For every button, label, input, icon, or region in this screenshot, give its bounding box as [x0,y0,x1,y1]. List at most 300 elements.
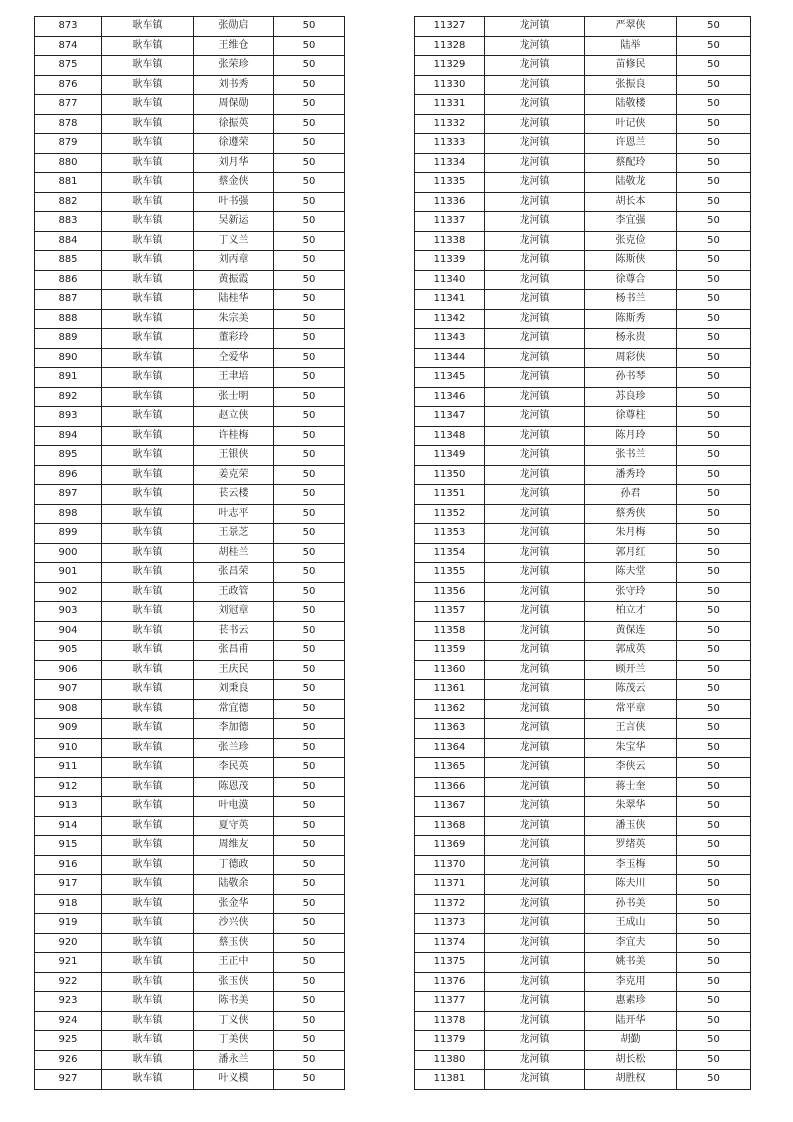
name-cell: 王政管 [194,582,274,602]
table-row [35,894,345,914]
table-row [415,114,751,134]
name-cell: 蔡玉侠 [194,933,274,953]
table-row [35,485,345,505]
table-row [415,582,751,602]
amount-cell: 50 [677,875,751,895]
table-row [415,758,751,778]
table-row [415,212,751,232]
row-number-cell: 875 [35,56,102,76]
town-cell: 龙河镇 [485,719,585,739]
town-cell: 耿车镇 [102,251,194,271]
table-row [35,836,345,856]
town-cell: 耿车镇 [102,1070,194,1090]
name-cell: 李加德 [194,719,274,739]
table-row [35,582,345,602]
name-cell: 杨永贵 [585,329,677,349]
amount-cell: 50 [677,914,751,934]
row-number-cell: 11372 [415,894,485,914]
amount-cell: 50 [677,602,751,622]
name-cell: 黄保连 [585,621,677,641]
name-cell: 常平章 [585,699,677,719]
row-number-cell: 888 [35,309,102,329]
table-row [35,1070,345,1090]
town-cell: 耿车镇 [102,1031,194,1051]
name-cell: 张勋启 [194,17,274,37]
amount-cell: 50 [677,465,751,485]
town-cell: 龙河镇 [485,56,585,76]
table-row [35,719,345,739]
amount-cell: 50 [677,1011,751,1031]
amount-cell: 50 [274,192,345,212]
amount-cell: 50 [274,602,345,622]
row-number-cell: 883 [35,212,102,232]
row-number-cell: 919 [35,914,102,934]
name-cell: 王成山 [585,914,677,934]
town-cell: 耿车镇 [102,777,194,797]
amount-cell: 50 [677,1050,751,1070]
town-cell: 耿车镇 [102,621,194,641]
right-list-body [415,17,751,1090]
name-cell: 丁美侠 [194,1031,274,1051]
town-cell: 耿车镇 [102,426,194,446]
amount-cell: 50 [677,1031,751,1051]
amount-cell: 50 [677,368,751,388]
town-cell: 龙河镇 [485,816,585,836]
name-cell: 孙书琴 [585,368,677,388]
town-cell: 耿车镇 [102,309,194,329]
amount-cell: 50 [677,621,751,641]
town-cell: 龙河镇 [485,836,585,856]
town-cell: 耿车镇 [102,855,194,875]
amount-cell: 50 [677,192,751,212]
row-number-cell: 11375 [415,953,485,973]
name-cell: 张书兰 [585,446,677,466]
town-cell: 龙河镇 [485,953,585,973]
table-row [35,855,345,875]
table-row [35,563,345,583]
table-row [415,797,751,817]
table-row [415,17,751,37]
name-cell: 蔡配玲 [585,153,677,173]
table-row [35,641,345,661]
row-number-cell: 873 [35,17,102,37]
row-number-cell: 11327 [415,17,485,37]
name-cell: 孙君 [585,485,677,505]
table-row [415,602,751,622]
town-cell: 龙河镇 [485,309,585,329]
row-number-cell: 11378 [415,1011,485,1031]
town-cell: 龙河镇 [485,758,585,778]
row-number-cell: 11369 [415,836,485,856]
name-cell: 常宜德 [194,699,274,719]
table-row [415,504,751,524]
town-cell: 耿车镇 [102,992,194,1012]
row-number-cell: 11336 [415,192,485,212]
town-cell: 耿车镇 [102,114,194,134]
row-number-cell: 879 [35,134,102,154]
town-cell: 耿车镇 [102,719,194,739]
town-cell: 耿车镇 [102,231,194,251]
table-row [35,699,345,719]
table-row [415,524,751,544]
town-cell: 耿车镇 [102,56,194,76]
table-row [35,348,345,368]
name-cell: 张金华 [194,894,274,914]
row-number-cell: 11381 [415,1070,485,1090]
table-row [35,270,345,290]
table-row [415,173,751,193]
amount-cell: 50 [274,329,345,349]
town-cell: 龙河镇 [485,17,585,37]
name-cell: 孙书美 [585,894,677,914]
amount-cell: 50 [677,641,751,661]
row-number-cell: 925 [35,1031,102,1051]
name-cell: 陆桂华 [194,290,274,310]
amount-cell: 50 [677,504,751,524]
amount-cell: 50 [677,17,751,37]
name-cell: 蔡秀侠 [585,504,677,524]
town-cell: 龙河镇 [485,75,585,95]
name-cell: 胡长本 [585,192,677,212]
table-row [415,153,751,173]
name-cell: 朱宝华 [585,738,677,758]
table-row [35,309,345,329]
row-number-cell: 878 [35,114,102,134]
table-row [35,465,345,485]
table-row [415,1050,751,1070]
row-number-cell: 917 [35,875,102,895]
name-cell: 张守玲 [585,582,677,602]
row-number-cell: 916 [35,855,102,875]
town-cell: 龙河镇 [485,914,585,934]
name-cell: 丁义兰 [194,231,274,251]
table-row [415,894,751,914]
table-row [415,465,751,485]
row-number-cell: 11366 [415,777,485,797]
name-cell: 张兰珍 [194,738,274,758]
town-cell: 耿车镇 [102,524,194,544]
row-number-cell: 899 [35,524,102,544]
amount-cell: 50 [274,17,345,37]
amount-cell: 50 [274,875,345,895]
amount-cell: 50 [274,992,345,1012]
town-cell: 耿车镇 [102,972,194,992]
name-cell: 潘秀玲 [585,465,677,485]
name-cell: 王聿培 [194,368,274,388]
amount-cell: 50 [274,1050,345,1070]
town-cell: 龙河镇 [485,192,585,212]
row-number-cell: 11333 [415,134,485,154]
amount-cell: 50 [677,407,751,427]
amount-cell: 50 [677,543,751,563]
row-number-cell: 911 [35,758,102,778]
amount-cell: 50 [274,387,345,407]
name-cell: 董彩玲 [194,329,274,349]
town-cell: 耿车镇 [102,738,194,758]
row-number-cell: 893 [35,407,102,427]
row-number-cell: 11347 [415,407,485,427]
amount-cell: 50 [677,251,751,271]
amount-cell: 50 [274,56,345,76]
table-row [415,836,751,856]
row-number-cell: 11350 [415,465,485,485]
amount-cell: 50 [274,719,345,739]
table-row [415,953,751,973]
town-cell: 龙河镇 [485,114,585,134]
table-row [415,738,751,758]
table-row [415,95,751,115]
amount-cell: 50 [274,290,345,310]
row-number-cell: 905 [35,641,102,661]
row-number-cell: 11348 [415,426,485,446]
table-row [35,329,345,349]
name-cell: 刘丙章 [194,251,274,271]
table-row [415,75,751,95]
row-number-cell: 11359 [415,641,485,661]
amount-cell: 50 [274,660,345,680]
amount-cell: 50 [274,426,345,446]
row-number-cell: 11349 [415,446,485,466]
town-cell: 龙河镇 [485,524,585,544]
row-number-cell: 11356 [415,582,485,602]
table-row [415,309,751,329]
row-number-cell: 11377 [415,992,485,1012]
town-cell: 耿车镇 [102,212,194,232]
table-row [415,134,751,154]
town-cell: 耿车镇 [102,368,194,388]
town-cell: 龙河镇 [485,348,585,368]
amount-cell: 50 [677,660,751,680]
town-cell: 耿车镇 [102,192,194,212]
town-cell: 龙河镇 [485,1031,585,1051]
name-cell: 陈夫川 [585,875,677,895]
name-cell: 叶记侠 [585,114,677,134]
row-number-cell: 11358 [415,621,485,641]
town-cell: 龙河镇 [485,621,585,641]
table-row [415,368,751,388]
name-cell: 夏守英 [194,816,274,836]
table-row [415,1031,751,1051]
name-cell: 丁德政 [194,855,274,875]
row-number-cell: 924 [35,1011,102,1031]
table-row [35,797,345,817]
row-number-cell: 11360 [415,660,485,680]
amount-cell: 50 [677,309,751,329]
row-number-cell: 11371 [415,875,485,895]
name-cell: 丁义侠 [194,1011,274,1031]
amount-cell: 50 [274,231,345,251]
town-cell: 耿车镇 [102,797,194,817]
name-cell: 叶义模 [194,1070,274,1090]
name-cell: 严翠侠 [585,17,677,37]
row-number-cell: 11363 [415,719,485,739]
table-row [35,992,345,1012]
table-row [35,251,345,271]
table-row [415,621,751,641]
row-number-cell: 11345 [415,368,485,388]
amount-cell: 50 [274,251,345,271]
amount-cell: 50 [274,933,345,953]
amount-cell: 50 [274,446,345,466]
table-row [35,387,345,407]
town-cell: 耿车镇 [102,836,194,856]
amount-cell: 50 [274,485,345,505]
town-cell: 龙河镇 [485,1070,585,1090]
amount-cell: 50 [274,348,345,368]
table-row [415,290,751,310]
amount-cell: 50 [274,680,345,700]
name-cell: 吴新运 [194,212,274,232]
table-row [35,368,345,388]
name-cell: 王正中 [194,953,274,973]
table-row [35,134,345,154]
town-cell: 耿车镇 [102,914,194,934]
name-cell: 惠素珍 [585,992,677,1012]
amount-cell: 50 [677,680,751,700]
row-number-cell: 11329 [415,56,485,76]
town-cell: 龙河镇 [485,251,585,271]
name-cell: 张振良 [585,75,677,95]
name-cell: 朱宗美 [194,309,274,329]
table-row [35,758,345,778]
table-row [415,563,751,583]
name-cell: 叶志平 [194,504,274,524]
row-number-cell: 11332 [415,114,485,134]
row-number-cell: 894 [35,426,102,446]
row-number-cell: 885 [35,251,102,271]
row-number-cell: 900 [35,543,102,563]
amount-cell: 50 [677,582,751,602]
town-cell: 耿车镇 [102,699,194,719]
name-cell: 王景芝 [194,524,274,544]
table-row [35,173,345,193]
name-cell: 陈月玲 [585,426,677,446]
amount-cell: 50 [274,95,345,115]
amount-cell: 50 [677,563,751,583]
row-number-cell: 11342 [415,309,485,329]
name-cell: 陆敬楼 [585,95,677,115]
amount-cell: 50 [274,36,345,56]
amount-cell: 50 [274,114,345,134]
amount-cell: 50 [274,738,345,758]
name-cell: 李宜强 [585,212,677,232]
town-cell: 耿车镇 [102,875,194,895]
name-cell: 郭月红 [585,543,677,563]
town-cell: 龙河镇 [485,602,585,622]
row-number-cell: 914 [35,816,102,836]
table-row [415,36,751,56]
table-row [415,680,751,700]
name-cell: 张昌荣 [194,563,274,583]
table-row [415,270,751,290]
name-cell: 李玉梅 [585,855,677,875]
town-cell: 耿车镇 [102,602,194,622]
town-cell: 耿车镇 [102,17,194,37]
town-cell: 龙河镇 [485,992,585,1012]
table-row [35,1011,345,1031]
name-cell: 苌书云 [194,621,274,641]
amount-cell: 50 [274,1070,345,1090]
table-row [35,1031,345,1051]
town-cell: 耿车镇 [102,95,194,115]
town-cell: 耿车镇 [102,504,194,524]
row-number-cell: 889 [35,329,102,349]
town-cell: 耿车镇 [102,153,194,173]
town-cell: 龙河镇 [485,485,585,505]
name-cell: 沙兴侠 [194,914,274,934]
town-cell: 耿车镇 [102,1011,194,1031]
town-cell: 龙河镇 [485,368,585,388]
name-cell: 胡胜权 [585,1070,677,1090]
table-row [415,387,751,407]
town-cell: 龙河镇 [485,543,585,563]
amount-cell: 50 [274,407,345,427]
amount-cell: 50 [677,270,751,290]
table-row [35,914,345,934]
row-number-cell: 11362 [415,699,485,719]
row-number-cell: 906 [35,660,102,680]
town-cell: 耿车镇 [102,270,194,290]
row-number-cell: 923 [35,992,102,1012]
name-cell: 徐尊合 [585,270,677,290]
town-cell: 耿车镇 [102,75,194,95]
amount-cell: 50 [677,992,751,1012]
table-row [415,914,751,934]
table-row [35,95,345,115]
amount-cell: 50 [274,641,345,661]
row-number-cell: 892 [35,387,102,407]
name-cell: 柏立才 [585,602,677,622]
amount-cell: 50 [274,777,345,797]
amount-cell: 50 [677,36,751,56]
town-cell: 龙河镇 [485,641,585,661]
name-cell: 陈斯侠 [585,251,677,271]
row-number-cell: 907 [35,680,102,700]
name-cell: 张昌甫 [194,641,274,661]
table-row [35,602,345,622]
row-number-cell: 922 [35,972,102,992]
table-row [35,153,345,173]
name-cell: 胡长松 [585,1050,677,1070]
name-cell: 姚书美 [585,953,677,973]
town-cell: 龙河镇 [485,290,585,310]
amount-cell: 50 [677,699,751,719]
town-cell: 耿车镇 [102,387,194,407]
town-cell: 龙河镇 [485,933,585,953]
row-number-cell: 874 [35,36,102,56]
table-row [415,1070,751,1090]
amount-cell: 50 [677,719,751,739]
name-cell: 陈夫堂 [585,563,677,583]
row-number-cell: 11335 [415,173,485,193]
amount-cell: 50 [274,543,345,563]
row-number-cell: 895 [35,446,102,466]
amount-cell: 50 [677,95,751,115]
name-cell: 张荣珍 [194,56,274,76]
row-number-cell: 11379 [415,1031,485,1051]
amount-cell: 50 [274,836,345,856]
row-number-cell: 904 [35,621,102,641]
name-cell: 周保勋 [194,95,274,115]
row-number-cell: 11373 [415,914,485,934]
amount-cell: 50 [677,1070,751,1090]
town-cell: 龙河镇 [485,797,585,817]
table-row [415,875,751,895]
table-row [35,114,345,134]
row-number-cell: 11352 [415,504,485,524]
row-number-cell: 901 [35,563,102,583]
name-cell: 蔡金侠 [194,173,274,193]
